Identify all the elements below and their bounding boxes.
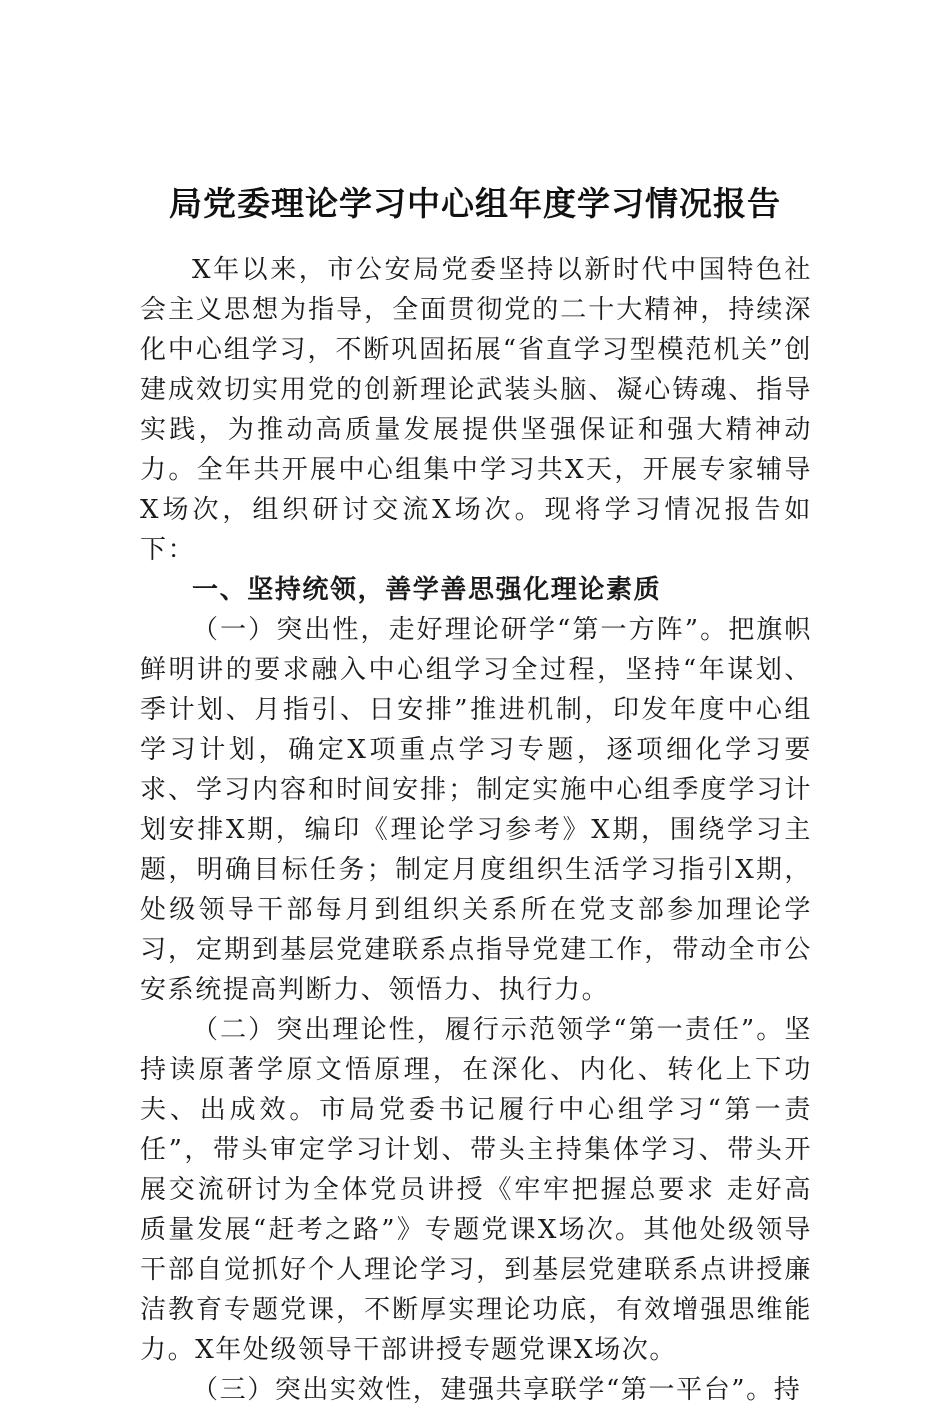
item-3-lead: （三）突出实效性，建强共享联学“第一平台”。 — [192, 1375, 774, 1405]
intro-paragraph: X年以来，市公安局党委坚持以新时代中国特色社会主义思想为指导，全面贯彻党的二十大精神，持续深化中心组学习，不断巩固拓展“省直学习型模范机关”创建成效切实用党的创新理论武装头脑、凝心铸魂、指导实践，为推动高质量发展提供坚强保证和强大精神动力。全年共开展中心组集中学习共X天，开展专家辅导X场次，组织研讨交流X场次。现将学习情况报告如下： — [140, 255, 812, 565]
item-1-body: 把旗帜鲜明讲的要求融入中心组学习全过程，坚持“年谋划、季计划、月指引、日安排”推进机制，印发年度中心组学习计划，确定X项重点学习专题，逐项细化学习要求、学习内容和时间安排；制定实施中心组季度学习计划安排X期，编印《理论学习参考》X期，围绕学习主题，明确目标任务；制定月度组织生活学习指引X期，处级领导干部每月到组织关系所在党支部参加理论学习，定期到基层党建联系点指导党建工作，带动全市公安系统提高判断力、领悟力、执行力。 — [140, 615, 812, 1005]
document-title: 局党委理论学习中心组年度学习情况报告 — [169, 184, 781, 224]
section-heading-1: 一、坚持统领，善学善思强化理论素质 — [192, 575, 662, 605]
item-1-lead: （一）突出性，走好理论研学“第一方阵”。 — [192, 615, 729, 645]
item-paragraph-1 — [140, 610, 812, 1010]
document-body — [140, 250, 812, 1410]
item-paragraph-2 — [140, 1010, 812, 1370]
item-3-body: 持 — [773, 1375, 802, 1405]
item-paragraph-3 — [140, 1370, 812, 1410]
item-2-body: 坚持读原著学原文悟原理，在深化、内化、转化上下功夫、出成效。市局党委书记履行中心组学习“第一责任”，带头审定学习计划、带头主持集体学习、带头开展交流研讨为全体党员讲授《牢牢把握总要求 走好高质量发展“赶考之路”》专题党课X场次。其他处级领导干部自觉抓好个人理论学习，到基层党建联系点讲授廉洁教育专题党课，不断厚实理论功底，有效增强思维能力。X年处级领导干部讲授专题党课X场次。 — [140, 1015, 812, 1365]
item-2-lead: （二）突出理论性，履行示范领学“第一责任”。 — [192, 1015, 785, 1045]
